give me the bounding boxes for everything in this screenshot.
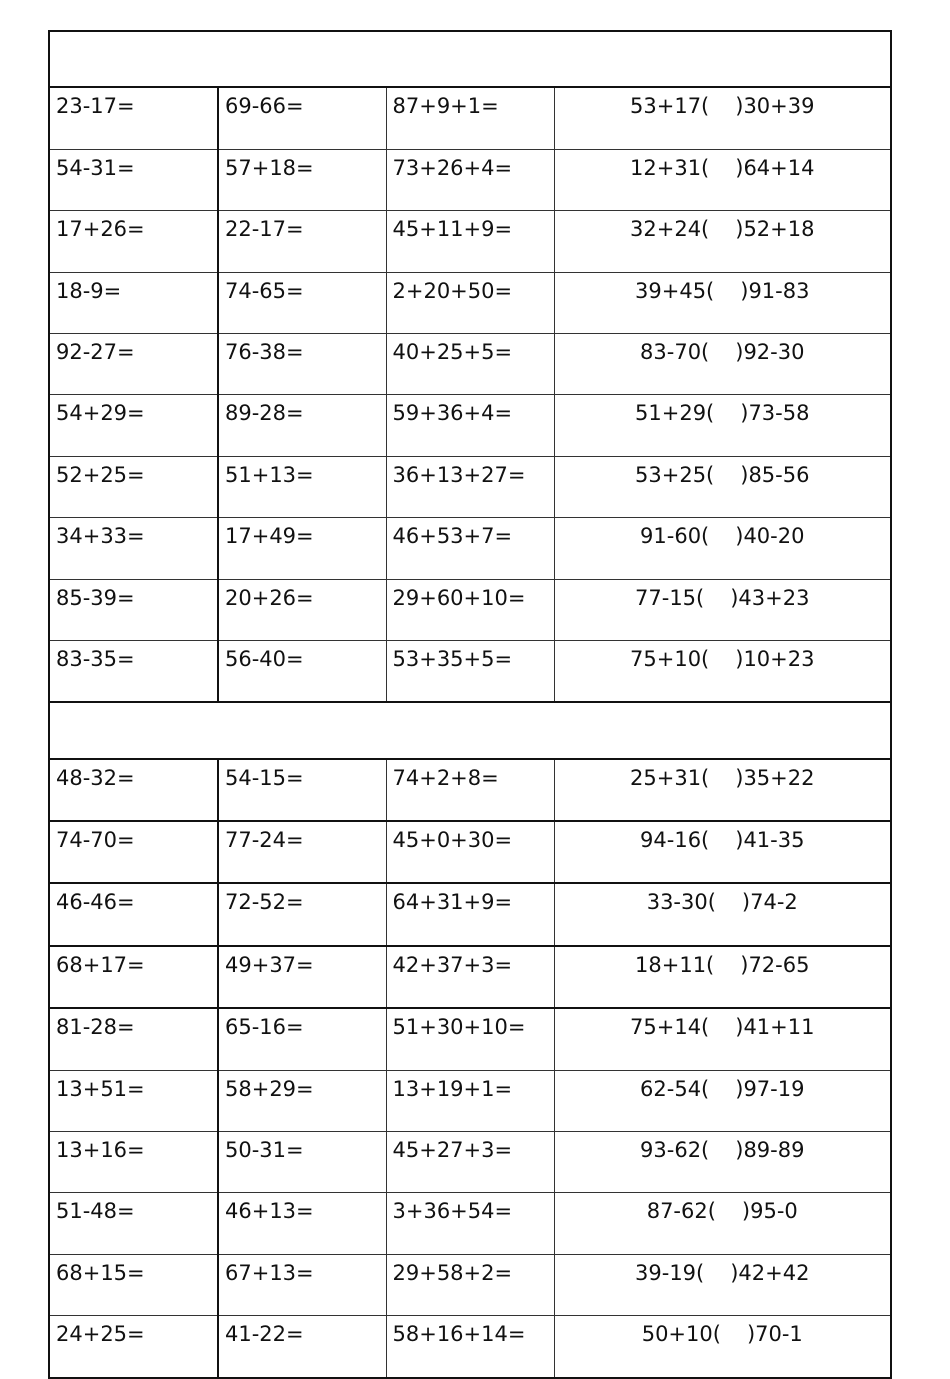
problem-cell[interactable]: 50-31= (218, 1132, 386, 1193)
comparison-right: )73-58 (740, 401, 810, 426)
problem-cell[interactable]: 58+29= (218, 1070, 386, 1131)
comparison-left: 33-30( (646, 890, 716, 915)
problem-row (49, 946, 891, 1008)
section-header (49, 702, 891, 758)
comparison-cell[interactable] (554, 1193, 891, 1254)
problem-row (49, 1008, 891, 1070)
comparison-left: 75+10( (630, 646, 710, 671)
comparison-cell[interactable] (554, 1254, 891, 1315)
problem-cell[interactable]: 74-70= (49, 821, 218, 883)
problem-cell[interactable]: 13+51= (49, 1070, 218, 1131)
problem-cell[interactable]: 18-9= (49, 272, 218, 333)
problem-row (49, 883, 891, 945)
comparison-cell[interactable] (554, 395, 891, 456)
section-header-row (49, 702, 891, 758)
problem-cell[interactable]: 54+29= (49, 395, 218, 456)
problem-row (49, 87, 891, 149)
comparison-left: 12+31( (630, 155, 710, 180)
problem-cell[interactable]: 46-46= (49, 883, 218, 945)
problem-cell[interactable]: 83-35= (49, 640, 218, 702)
comparison-left: 93-62( (640, 1138, 710, 1163)
comparison-right: )35+22 (735, 765, 815, 790)
problem-cell[interactable]: 77-24= (218, 821, 386, 883)
section-header-row (49, 31, 891, 87)
comparison-right: )10+23 (735, 646, 815, 671)
problem-cell[interactable]: 46+13= (218, 1193, 386, 1254)
problem-cell[interactable]: 54-31= (49, 149, 218, 210)
problem-cell[interactable]: 68+15= (49, 1254, 218, 1315)
problem-cell[interactable]: 87+9+1= (386, 87, 554, 149)
comparison-cell[interactable] (554, 821, 891, 883)
problem-cell[interactable]: 13+19+1= (386, 1070, 554, 1131)
problem-cell[interactable]: 57+18= (218, 149, 386, 210)
comparison-right: )74-2 (741, 890, 798, 915)
problem-cell[interactable]: 29+60+10= (386, 579, 554, 640)
comparison-right: )42+42 (730, 1260, 810, 1285)
problem-cell[interactable]: 17+26= (49, 211, 218, 272)
problem-row (49, 333, 891, 394)
comparison-left: 32+24( (630, 217, 710, 242)
comparison-right: )85-56 (740, 462, 810, 487)
problem-cell[interactable]: 2+20+50= (386, 272, 554, 333)
comparison-right: )95-0 (741, 1199, 798, 1224)
comparison-cell[interactable] (554, 149, 891, 210)
comparison-left: 39+45( (635, 278, 715, 303)
comparison-right: )91-83 (740, 278, 810, 303)
comparison-right: )92-30 (735, 339, 805, 364)
problem-cell[interactable]: 51-48= (49, 1193, 218, 1254)
comparison-cell[interactable] (554, 579, 891, 640)
comparison-right: )72-65 (740, 952, 810, 977)
problem-row (49, 395, 891, 456)
problem-cell[interactable]: 58+16+14= (386, 1316, 554, 1378)
comparison-cell[interactable] (554, 87, 891, 149)
comparison-left: 50+10( (641, 1322, 721, 1347)
comparison-left: 91-60( (640, 524, 710, 549)
comparison-right: )43+23 (730, 585, 810, 610)
problem-cell[interactable]: 17+49= (218, 518, 386, 579)
comparison-left: 77-15( (635, 585, 705, 610)
problem-cell[interactable]: 13+16= (49, 1132, 218, 1193)
comparison-left: 83-70( (640, 339, 710, 364)
problem-cell[interactable]: 74+2+8= (386, 759, 554, 821)
problem-cell[interactable]: 72-52= (218, 883, 386, 945)
comparison-cell[interactable] (554, 883, 891, 945)
problem-row (49, 1254, 891, 1315)
comparison-left: 25+31( (630, 765, 710, 790)
comparison-cell[interactable] (554, 640, 891, 702)
problem-cell[interactable]: 49+37= (218, 946, 386, 1008)
problem-cell[interactable]: 52+25= (49, 456, 218, 517)
problem-cell[interactable]: 40+25+5= (386, 333, 554, 394)
problem-row (49, 272, 891, 333)
problem-cell[interactable]: 85-39= (49, 579, 218, 640)
problem-cell[interactable]: 41-22= (218, 1316, 386, 1378)
problem-row (49, 759, 891, 821)
comparison-left: 18+11( (635, 952, 715, 977)
comparison-right: )52+18 (735, 217, 815, 242)
problem-cell[interactable]: 81-28= (49, 1008, 218, 1070)
problem-row (49, 456, 891, 517)
problem-cell[interactable]: 34+33= (49, 518, 218, 579)
problem-cell[interactable]: 22-17= (218, 211, 386, 272)
problem-cell[interactable]: 89-28= (218, 395, 386, 456)
comparison-left: 87-62( (646, 1199, 716, 1224)
comparison-cell[interactable] (554, 946, 891, 1008)
problem-row (49, 1070, 891, 1131)
comparison-right: )89-89 (735, 1138, 805, 1163)
problem-cell[interactable]: 36+13+27= (386, 456, 554, 517)
section-header (49, 31, 891, 87)
problem-cell[interactable]: 29+58+2= (386, 1254, 554, 1315)
problem-row (49, 1193, 891, 1254)
comparison-right: )40-20 (735, 524, 805, 549)
problem-cell[interactable]: 53+35+5= (386, 640, 554, 702)
comparison-right: )64+14 (735, 155, 815, 180)
comparison-left: 94-16( (640, 828, 710, 853)
problem-cell[interactable]: 68+17= (49, 946, 218, 1008)
problem-row (49, 1316, 891, 1378)
comparison-cell[interactable] (554, 333, 891, 394)
comparison-left: 53+17( (630, 94, 710, 119)
comparison-right: )30+39 (735, 94, 815, 119)
problem-cell[interactable]: 20+26= (218, 579, 386, 640)
comparison-left: 51+29( (635, 401, 715, 426)
problem-cell[interactable]: 73+26+4= (386, 149, 554, 210)
problem-row (49, 640, 891, 702)
problem-cell[interactable]: 69-66= (218, 87, 386, 149)
problem-cell[interactable]: 64+31+9= (386, 883, 554, 945)
problem-cell[interactable]: 65-16= (218, 1008, 386, 1070)
problem-cell[interactable]: 56-40= (218, 640, 386, 702)
problem-cell[interactable]: 51+13= (218, 456, 386, 517)
problem-cell[interactable]: 51+30+10= (386, 1008, 554, 1070)
comparison-right: )41+11 (735, 1015, 815, 1040)
problem-row (49, 518, 891, 579)
comparison-cell[interactable] (554, 456, 891, 517)
problem-cell[interactable]: 24+25= (49, 1316, 218, 1378)
comparison-cell[interactable] (554, 1008, 891, 1070)
comparison-right: )70-1 (746, 1322, 803, 1347)
comparison-cell[interactable] (554, 1316, 891, 1378)
comparison-right: )97-19 (735, 1076, 805, 1101)
problem-cell[interactable]: 48-32= (49, 759, 218, 821)
comparison-cell[interactable] (554, 1132, 891, 1193)
comparison-cell[interactable] (554, 211, 891, 272)
comparison-left: 39-19( (635, 1260, 705, 1285)
problem-cell[interactable]: 45+0+30= (386, 821, 554, 883)
problem-cell[interactable]: 3+36+54= (386, 1193, 554, 1254)
problem-cell[interactable]: 45+11+9= (386, 211, 554, 272)
problem-cell[interactable]: 67+13= (218, 1254, 386, 1315)
comparison-left: 75+14( (630, 1015, 710, 1040)
problem-row (49, 1132, 891, 1193)
problem-cell[interactable]: 46+53+7= (386, 518, 554, 579)
problem-cell[interactable]: 23-17= (49, 87, 218, 149)
problem-cell[interactable]: 74-65= (218, 272, 386, 333)
problem-cell[interactable]: 76-38= (218, 333, 386, 394)
comparison-cell[interactable] (554, 1070, 891, 1131)
problem-row (49, 149, 891, 210)
comparison-right: )41-35 (735, 828, 805, 853)
arithmetic-table (48, 30, 892, 1379)
problem-cell[interactable]: 59+36+4= (386, 395, 554, 456)
problem-cell[interactable]: 42+37+3= (386, 946, 554, 1008)
problem-cell[interactable]: 92-27= (49, 333, 218, 394)
comparison-left: 53+25( (635, 462, 715, 487)
problem-cell[interactable]: 54-15= (218, 759, 386, 821)
comparison-cell[interactable] (554, 518, 891, 579)
comparison-left: 62-54( (640, 1076, 710, 1101)
problem-cell[interactable]: 45+27+3= (386, 1132, 554, 1193)
worksheet (48, 30, 890, 1379)
comparison-cell[interactable] (554, 272, 891, 333)
problem-row (49, 579, 891, 640)
comparison-cell[interactable] (554, 759, 891, 821)
problem-row (49, 211, 891, 272)
problem-row (49, 821, 891, 883)
